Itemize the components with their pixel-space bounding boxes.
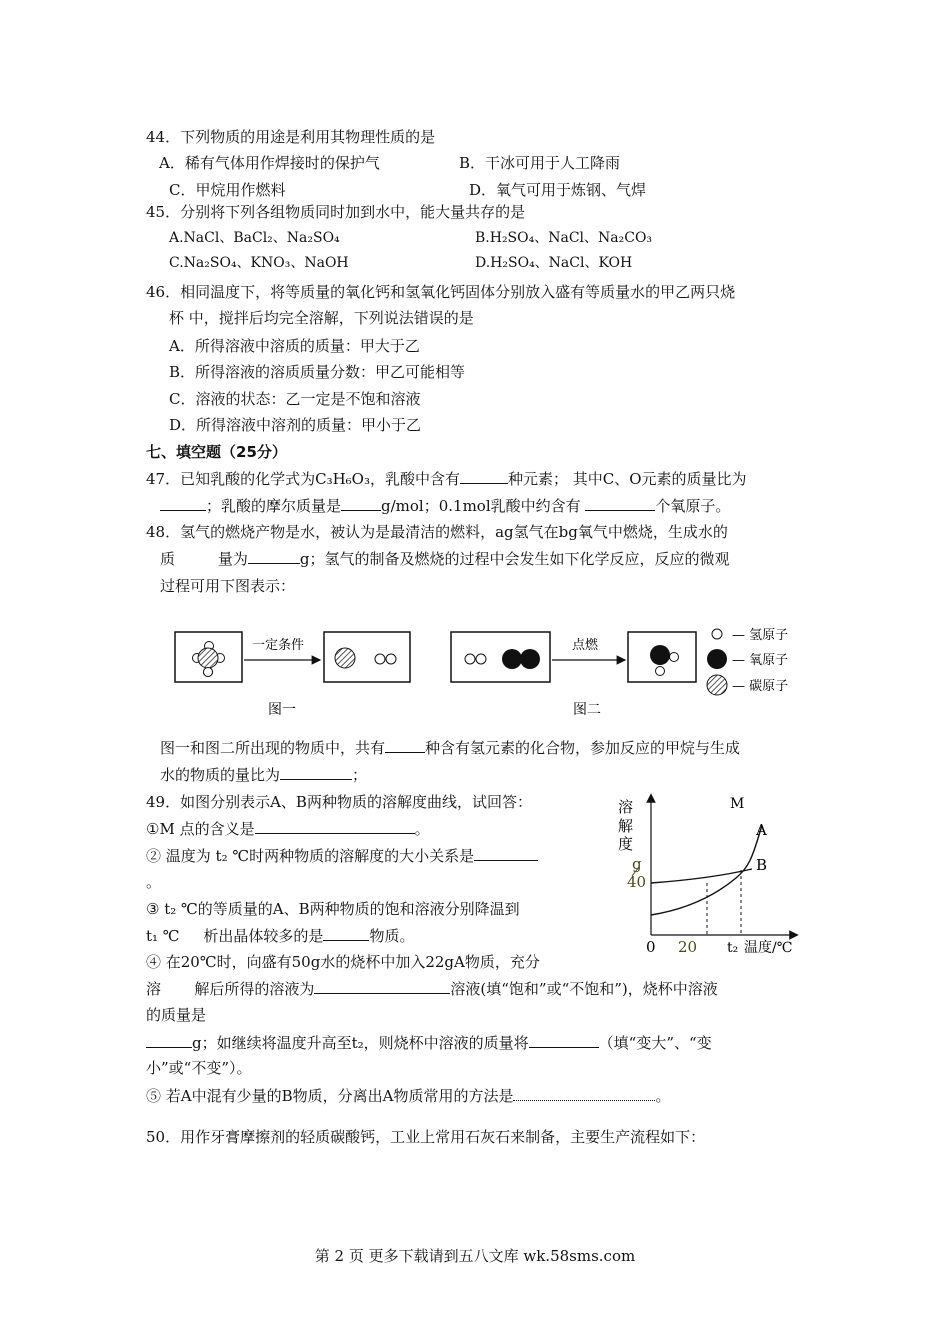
q47-blank-molar-mass[interactable] xyxy=(341,495,381,511)
q46-option-d: D．所得溶液中溶剂的质量：甲小于乙 xyxy=(169,416,422,434)
section-heading: 七、填空题（25分） xyxy=(146,443,287,461)
q44-stem: 44．下列物质的用途是利用其物理性质的是 xyxy=(146,128,436,146)
legend-carbon: — 碳原子 xyxy=(732,679,789,694)
q48-blank-ratio[interactable] xyxy=(280,764,352,780)
legend-oxygen: — 氧原子 xyxy=(732,653,789,668)
q49-line7: ④ 在20℃时，向盛有50g水的烧杯中加入22gA物质，充分 xyxy=(146,953,540,971)
q44-option-b: B．干冰可用于人工降雨 xyxy=(459,154,621,172)
q46-option-a: A．所得溶液中溶质的质量：甲大于乙 xyxy=(169,337,420,355)
q48-blank-water-mass[interactable] xyxy=(248,548,300,564)
q49-line9: 的质量是 xyxy=(146,1006,207,1024)
q49-blank-m-meaning[interactable] xyxy=(255,818,415,834)
q49-blank-saturation[interactable] xyxy=(314,978,450,994)
q46-stem-line2: 杯 中，搅拌后均完全溶解，下列说法错误的是 xyxy=(169,309,474,327)
q49-line11: 小”或“不变”）。 xyxy=(146,1059,252,1077)
curve-b-label: B xyxy=(756,856,768,874)
fig2-arrow-label: 点燃 xyxy=(572,638,599,653)
q49-line1: 49．如图分别表示A、B两种物质的溶解度曲线，试回答： xyxy=(146,793,532,811)
y-label-char-2: 解 xyxy=(618,817,634,835)
q49-line2: ①M 点的含义是 。 xyxy=(146,820,430,838)
q49-blank-crystal[interactable] xyxy=(323,925,369,941)
q45-option-c: C.Na₂SO₄、KNO₃、NaOH xyxy=(169,255,349,271)
point-m-label: M xyxy=(730,796,745,812)
q44-option-c: C．甲烷用作燃料 xyxy=(169,181,286,199)
q50-stem: 50．用作牙膏摩擦剂的轻质碳酸钙，工业上常用石灰石来制备，主要生产流程如下： xyxy=(146,1128,706,1146)
q49-line6: t₁ ℃ 析出晶体较多的是 物质。 xyxy=(146,927,415,945)
fig2-caption: 图二 xyxy=(573,702,601,718)
q49-blank-mass-change[interactable] xyxy=(529,1032,599,1048)
q48-blank-compounds[interactable] xyxy=(385,737,425,753)
q49-line3: ② 温度为 t₂ ℃时两种物质的溶解度的大小关系是 xyxy=(146,845,538,866)
x-tick-0: 0 xyxy=(646,938,656,956)
y-label-char-3: 度 xyxy=(618,835,634,853)
reaction-diagram xyxy=(160,615,820,725)
q49-blank-solution-mass[interactable] xyxy=(146,1032,192,1048)
carbon-atom-icon xyxy=(335,648,355,668)
y-tick-40: 40 xyxy=(627,873,647,891)
y-label-char-1: 溶 xyxy=(618,798,634,816)
q48-line3: 过程可用下图表示： xyxy=(160,577,296,595)
y-unit: g xyxy=(632,855,642,873)
q46-stem-line1: 46．相同温度下，将等质量的氧化钙和氢氧化钙固体分别放入盛有等质量水的甲乙两只烧 xyxy=(146,283,736,301)
q49-line4: 。 xyxy=(146,873,162,891)
q47-blank-elements[interactable] xyxy=(460,468,508,484)
q46-option-b: B．所得溶液的溶质质量分数：甲乙可能相等 xyxy=(169,363,466,381)
q47-blank-oxygen-atoms[interactable] xyxy=(585,495,655,511)
q45-stem: 45．分别将下列各组物质同时加到水中，能大量共存的是 xyxy=(146,203,526,221)
oxygen-atom-legend-icon xyxy=(707,649,727,669)
solubility-chart xyxy=(612,790,802,960)
q49-line5: ③ t₂ ℃的等质量的A、B两种物质的饱和溶液分别降温到 xyxy=(146,900,520,918)
x-tick-t2: t₂ xyxy=(727,940,739,956)
curve-a-label: A xyxy=(756,821,767,839)
hydrogen-atom-legend-icon xyxy=(712,629,722,639)
q49-blank-method[interactable] xyxy=(513,1085,655,1101)
q49-line12: ⑤ 若A中混有少量的B物质，分离出A物质常用的方法是 。 xyxy=(146,1087,671,1105)
q45-option-a: A.NaCl、BaCl₂、Na₂SO₄ xyxy=(169,230,340,246)
q49-line8: 溶 解后所得的溶液为 溶液(填“饱和”或“不饱和”)，烧杯中溶液 xyxy=(146,980,718,998)
q47-line1: 47．已知乳酸的化学式为C₃H₆O₃，乳酸中含有 种元素； 其中C、O元素的质量比为 xyxy=(146,470,747,488)
x-tick-20: 20 xyxy=(678,938,698,956)
q46-option-c: C．溶液的状态：乙一定是不饱和溶液 xyxy=(169,390,421,408)
q45-option-b: B.H₂SO₄、NaCl、Na₂CO₃ xyxy=(475,230,653,246)
fig1-caption: 图一 xyxy=(268,702,296,718)
q47-line2: ；乳酸的摩尔质量是 g/mol；0.1mol乳酸中约含有 个氧原子。 xyxy=(160,495,730,516)
q48-line2: 质 量为 g；氢气的制备及燃烧的过程中会发生如下化学反应，反应的微观 xyxy=(160,550,730,568)
page-footer: 第 2 页 更多下载请到五八文库 wk.58sms.com xyxy=(314,1247,636,1265)
x-axis-label: 温度/℃ xyxy=(744,940,793,956)
fig1-arrow-label: 一定条件 xyxy=(252,638,305,653)
q45-option-d: D.H₂SO₄、NaCl、KOH xyxy=(475,255,633,271)
q48-line5: 水的物质的量比为 ； xyxy=(160,766,368,784)
q44-option-d: D．氧气可用于炼钢、气焊 xyxy=(469,181,647,199)
q49-blank-relation[interactable] xyxy=(474,845,538,861)
carbon-atom-legend-icon xyxy=(707,675,727,695)
legend-hydrogen: — 氢原子 xyxy=(732,628,789,643)
q48-line4: 图一和图二所出现的物质中，共有 种含有氢元素的化合物，参加反应的甲烷与生成 xyxy=(160,739,741,757)
q44-option-a: A．稀有气体用作焊接时的保护气 xyxy=(159,154,380,172)
q48-line1: 48．氢气的燃烧产物是水，被认为是最清洁的燃料，ag氢气在bg氧气中燃烧，生成水的 xyxy=(146,523,728,541)
curve-b xyxy=(651,869,752,883)
q47-blank-ratio[interactable] xyxy=(160,495,206,511)
q49-line10: g；如继续将温度升高至t₂，则烧杯中溶液的质量将 （填“变大”、“变 xyxy=(146,1032,712,1053)
